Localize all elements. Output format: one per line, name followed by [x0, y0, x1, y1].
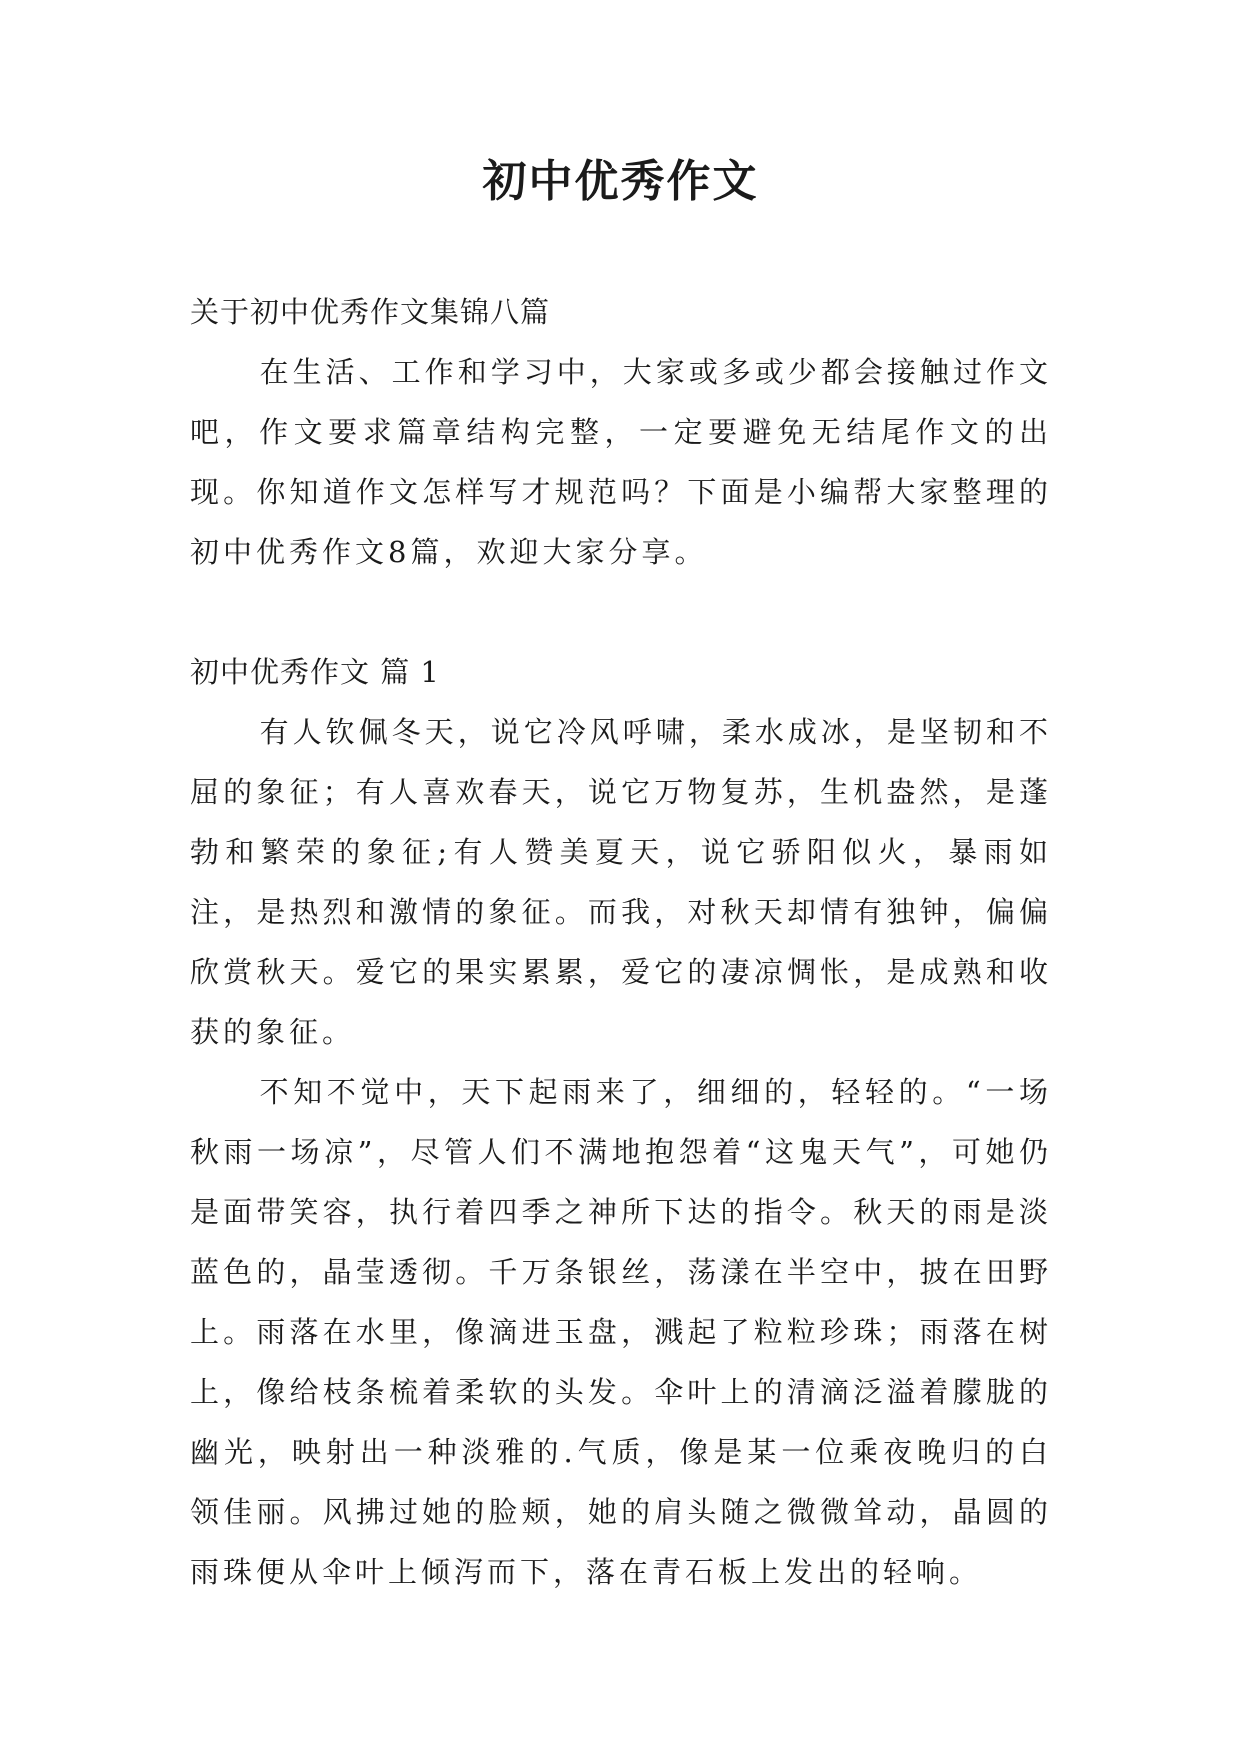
section-heading: 初中优秀作文 篇 1	[190, 655, 440, 689]
document-body	[190, 282, 1052, 1602]
section-paragraph: 不知不觉中，天下起雨来了，细细的，轻轻的。“一场秋雨一场凉”，尽管人们不满地抱怨着“这鬼天气”，可她仍是面带笑容，执行着四季之神所下达的指令。秋天的雨是淡蓝色的，晶莹透彻。千万条银丝，荡漾在半空中，披在田野上。雨落在水里，像滴进玉盘，溅起了粒粒珍珠；雨落在树上，像给枝条梳着柔软的头发。伞叶上的清滴泛溢着朦胧的幽光，映射出一种淡雅的.气质，像是某一位乘夜晚归的白领佳丽。风拂过她的脸颊，她的肩头随之微微耸动，晶圆的雨珠便从伞叶上倾泻而下，落在青石板上发出的轻响。	[190, 1075, 1052, 1589]
document-title: 初中优秀作文	[482, 156, 759, 207]
section-paragraph: 有人钦佩冬天，说它冷风呼啸，柔水成冰，是坚韧和不屈的象征；有人喜欢春天，说它万物复苏，生机盎然，是蓬勃和繁荣的象征;有人赞美夏天，说它骄阳似火，暴雨如注，是热烈和激情的象征。而我，对秋天却情有独钟，偏偏欣赏秋天。爱它的果实累累，爱它的凄凉惆怅，是成熟和收获的象征。	[190, 715, 1052, 1049]
intro-paragraph: 在生活、工作和学习中，大家或多或少都会接触过作文吧，作文要求篇章结构完整，一定要避免无结尾作文的出现。你知道作文怎样写才规范吗？下面是小编帮大家整理的初中优秀作文8篇，欢迎大家分享。	[190, 355, 1052, 569]
document-subtitle: 关于初中优秀作文集锦八篇	[190, 295, 551, 329]
